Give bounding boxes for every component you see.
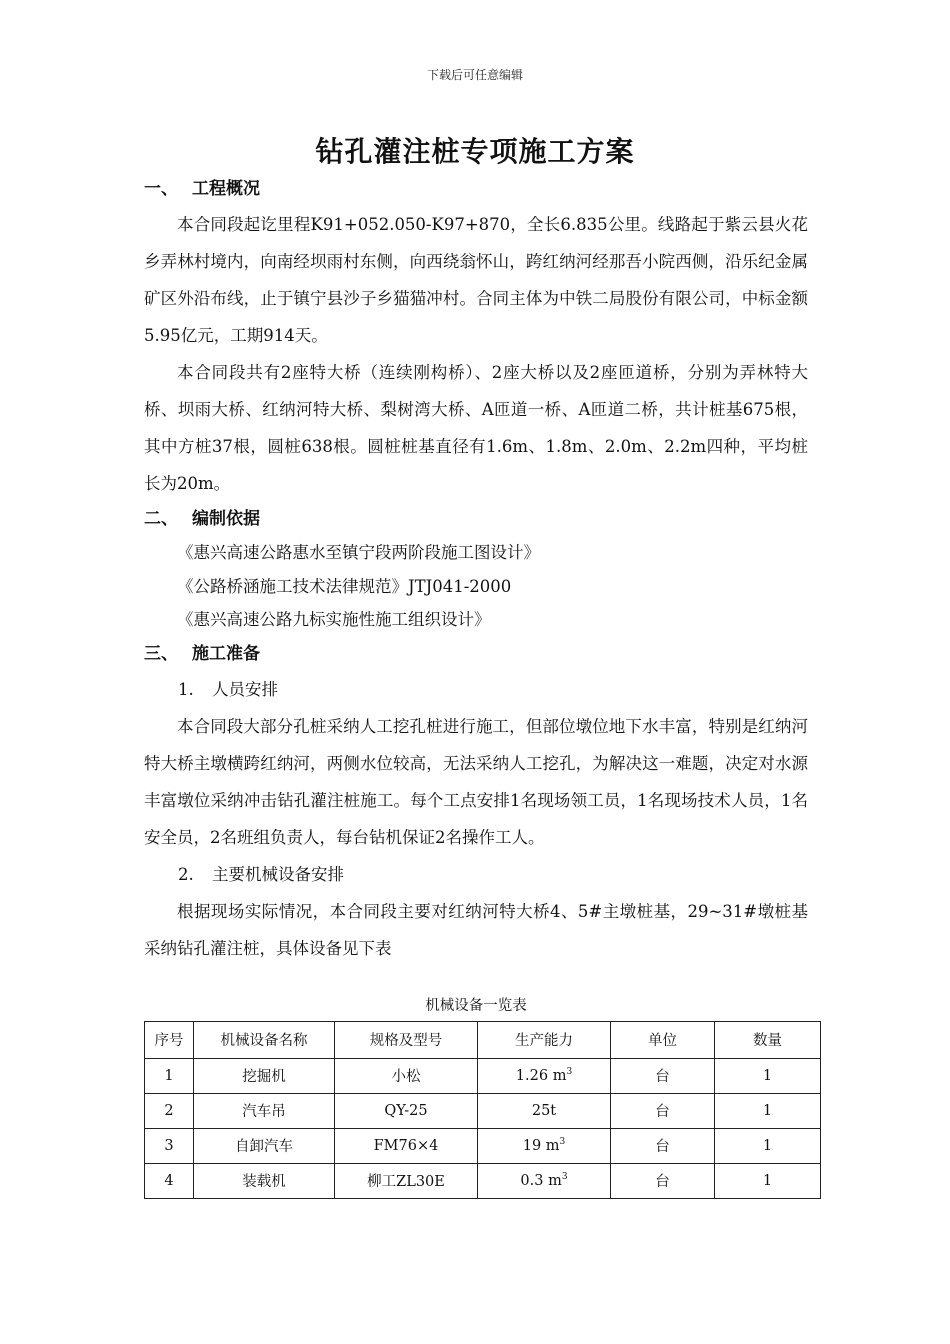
capacity-superscript: 3 [561, 1172, 568, 1183]
cell-qty: 1 [715, 1128, 821, 1163]
section-title: 工程概况 [192, 179, 260, 199]
column-header: 数量 [715, 1021, 821, 1058]
subsection-title: 人员安排 [212, 679, 278, 699]
cell-name: 自卸汽车 [194, 1128, 335, 1163]
capacity-superscript: 3 [566, 1067, 573, 1078]
cell-no: 1 [145, 1058, 194, 1093]
cell-name: 挖掘机 [194, 1058, 335, 1093]
reference-item: 《惠兴高速公路九标实施性施工组织设计》 [177, 610, 491, 629]
column-header: 序号 [145, 1021, 194, 1058]
subsection-heading [144, 856, 808, 893]
table-caption: 机械设备一览表 [425, 997, 527, 1014]
header-note: 下载后可任意编辑 [426, 68, 523, 82]
reference-item: 《惠兴高速公路惠水至镇宁段两阶段施工图设计》 [177, 543, 540, 562]
paragraph: 本合同段起讫里程K91+052.050-K97+870，全长6.835公里。线路起于紫云县火花乡弄林村境内，向南经坝雨村东侧，向西绕翁怀山，跨红纳河经那吾小院西侧，沿乐纪金属矿区外沿布线，止于镇宁县沙子乡猫猫冲村。合同主体为中铁二局股份有限公司，中标金额5.95亿元，工期914天。 [144, 215, 808, 345]
cell-no: 4 [145, 1163, 194, 1198]
column-header: 单位 [611, 1021, 715, 1058]
capacity-value: 19 m [522, 1137, 560, 1154]
capacity-value: 1.26 m [515, 1067, 567, 1084]
subsection-heading [144, 671, 808, 708]
cell-capacity [478, 1058, 611, 1093]
cell-name: 汽车吊 [194, 1093, 335, 1128]
reference-item: 《公路桥涵施工技术法律规范》JTJ041-2000 [177, 576, 512, 596]
paragraph: 本合同段共有2座特大桥（连续刚构桥）、2座大桥以及2座匝道桥，分别为弄林特大桥、坝雨大桥、红纳河特大桥、梨树湾大桥、A匝道一桥、A匝道二桥，共计桩基675根，其中方桩37根，圆桩638根。圆桩桩基直径有1.6m、1.8m、2.0m、2.2m四种，平均桩长为20m。 [144, 363, 808, 493]
subsection-number: 2. [178, 864, 194, 884]
cell-capacity [478, 1093, 611, 1128]
paragraph: 本合同段大部分孔桩采纳人工挖孔桩进行施工，但部位墩位地下水丰富，特别是红纳河特大桥主墩横跨红纳河，两侧水位较高，无法采纳人工挖孔，为解决这一难题，决定对水源丰富墩位采纳冲击钻孔灌注桩施工。每个工点安排1名现场领工员，1名现场技术人员，1名安全员，2名班组负责人，每台钻机保证2名操作工人。 [144, 716, 808, 847]
paragraph: 根据现场实际情况，本合同段主要对红纳河特大桥4、5#主墩桩基，29~31#墩桩基采纳钻孔灌注桩，具体设备见下表 [144, 901, 808, 958]
section-title: 编制依据 [192, 509, 260, 529]
cell-capacity [478, 1128, 611, 1163]
column-header: 机械设备名称 [194, 1021, 335, 1058]
section-number: 三、 [144, 643, 178, 664]
cell-model: QY-25 [335, 1093, 478, 1128]
cell-qty: 1 [715, 1093, 821, 1128]
section-number: 二、 [144, 509, 178, 529]
capacity-superscript: 3 [559, 1137, 566, 1148]
section-heading-3 [144, 637, 808, 671]
table-header-row [145, 1021, 821, 1058]
subsection-number: 1. [178, 679, 194, 699]
cell-model: 小松 [335, 1058, 478, 1093]
cell-qty: 1 [715, 1058, 821, 1093]
document-title: 钻孔灌注桩专项施工方案 [315, 135, 635, 168]
column-header: 规格及型号 [335, 1021, 478, 1058]
cell-capacity [478, 1163, 611, 1198]
cell-unit: 台 [611, 1093, 715, 1128]
column-header: 生产能力 [478, 1021, 611, 1058]
table-row [145, 1128, 821, 1163]
section-number: 一、 [144, 179, 178, 199]
subsection-title: 主要机械设备安排 [212, 864, 344, 884]
cell-unit: 台 [611, 1058, 715, 1093]
cell-no: 2 [145, 1093, 194, 1128]
section-heading-2 [144, 502, 808, 536]
cell-unit: 台 [611, 1128, 715, 1163]
cell-name: 装载机 [194, 1163, 335, 1198]
section-heading-1 [144, 172, 808, 206]
table-row [145, 1058, 821, 1093]
cell-unit: 台 [611, 1163, 715, 1198]
cell-model: FM76×4 [335, 1128, 478, 1163]
document-body [144, 172, 808, 1199]
capacity-value: 0.3 m [520, 1172, 562, 1189]
section-title: 施工准备 [192, 643, 260, 664]
cell-model: 柳工ZL30E [335, 1163, 478, 1198]
equipment-table [144, 1021, 821, 1199]
table-row [145, 1093, 821, 1128]
cell-qty: 1 [715, 1163, 821, 1198]
table-row [145, 1163, 821, 1198]
capacity-value: 25t [531, 1102, 557, 1119]
cell-no: 3 [145, 1128, 194, 1163]
